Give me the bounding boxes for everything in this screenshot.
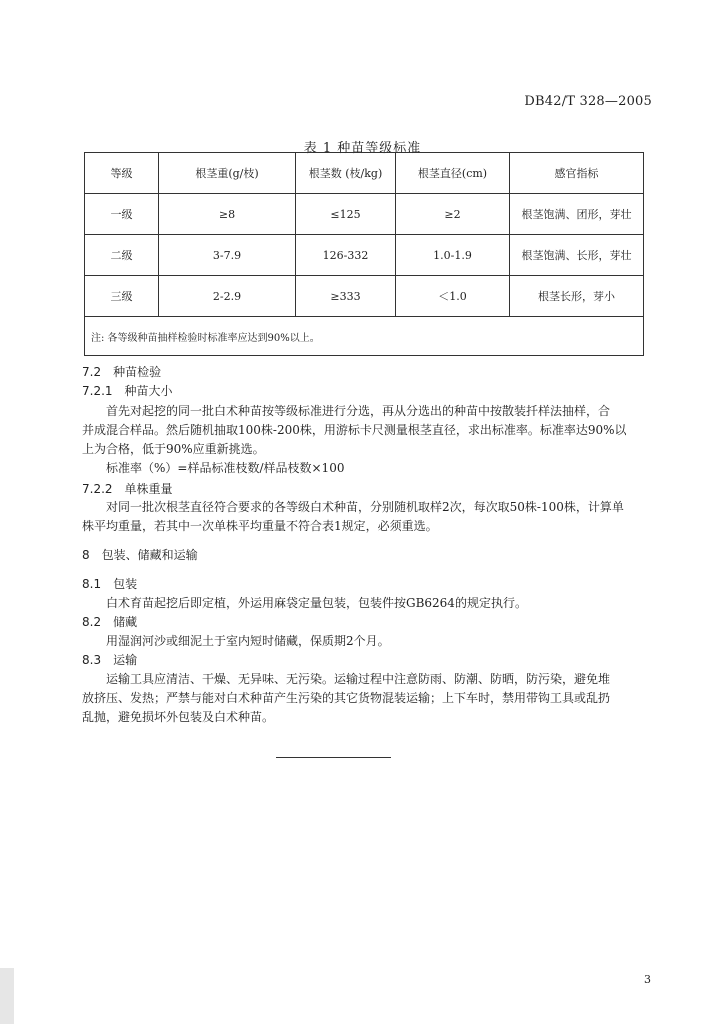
table-row — [85, 276, 644, 317]
section-heading-7-2-2: 7.2.2 单株重量 — [82, 482, 173, 496]
section-heading-8-2: 8.2 储藏 — [82, 615, 138, 629]
section-body-8-2: 用湿润河沙或细泥土于室内短时储藏，保质期2个月。 — [106, 634, 390, 648]
paragraph-line: 上为合格，低于90%应重新挑选。 — [82, 442, 265, 456]
table-row — [85, 194, 644, 235]
table-cell: 126-332 — [296, 235, 396, 276]
table-cell: 根茎长形，芽小 — [510, 276, 644, 317]
table-cell: ≥2 — [396, 194, 510, 235]
table-cell: ≥333 — [296, 276, 396, 317]
table-row — [85, 235, 644, 276]
column-header: 根茎数 (枝/kg) — [296, 153, 396, 194]
section-heading-8-1: 8.1 包装 — [82, 577, 138, 591]
table-cell: ＜1.0 — [396, 276, 510, 317]
scan-margin-strip — [0, 968, 14, 1024]
table-cell: ≤125 — [296, 194, 396, 235]
paragraph-line: 对同一批次根茎直径符合要求的各等级白术种苗，分别随机取样2次，每次取50株-100株，计算单 — [106, 500, 624, 514]
table-cell: 3-7.9 — [159, 235, 296, 276]
paragraph-line: 放挤压、发热；严禁与能对白术种苗产生污染的其它货物混装运输；上下车时，禁用带钩工具或乱扔 — [82, 691, 611, 705]
paragraph-line: 乱抛，避免损坏外包装及白术种苗。 — [82, 710, 275, 724]
formula-line: 标准率（%）=样品标准枝数/样品枝数×100 — [106, 461, 345, 475]
table-cell: 二级 — [85, 235, 159, 276]
table-cell: ≥8 — [159, 194, 296, 235]
section-body-7-2-2 — [82, 498, 642, 536]
table-note-row — [85, 317, 644, 356]
column-header: 根茎重(g/枝) — [159, 153, 296, 194]
table-cell: 1.0-1.9 — [396, 235, 510, 276]
paragraph-line: 并成混合样品。然后随机抽取100株-200株，用游标卡尺测量根茎直径，求出标准率。标准率达90%以 — [82, 423, 627, 437]
table-cell: 2-2.9 — [159, 276, 296, 317]
section-body-8-3 — [82, 670, 642, 727]
section-heading-7-2: 7.2 种苗检验 — [82, 365, 162, 379]
table-header-row — [85, 153, 644, 194]
table-title: 表 1 种苗等级标准 — [303, 141, 422, 156]
page-number: 3 — [644, 973, 651, 986]
table-cell: 根茎饱满、团形，芽壮 — [510, 194, 644, 235]
table-cell: 三级 — [85, 276, 159, 317]
document-code: DB42/T 328—2005 — [524, 94, 652, 109]
grade-standard-table — [84, 152, 643, 356]
section-heading-8-3: 8.3 运输 — [82, 653, 138, 667]
column-header: 感官指标 — [510, 153, 644, 194]
paragraph-line: 首先对起挖的同一批白术种苗按等级标准进行分选，再从分选出的种苗中按散装扦样法抽样，合 — [106, 404, 611, 418]
column-header: 等级 — [85, 153, 159, 194]
paragraph-line: 株平均重量，若其中一次单株平均重量不符合表1规定，必须重选。 — [82, 519, 438, 533]
table-cell: 根茎饱满、长形，芽壮 — [510, 235, 644, 276]
section-body-7-2-1 — [82, 402, 642, 478]
section-body-8-1: 白术育苗起挖后即定植，外运用麻袋定量包装，包装件按GB6264的规定执行。 — [106, 596, 527, 610]
column-header: 根茎直径(cm) — [396, 153, 510, 194]
section-heading-7-2-1: 7.2.1 种苗大小 — [82, 384, 173, 398]
section-heading-8: 8 包装、储藏和运输 — [82, 548, 198, 562]
table-cell: 一级 — [85, 194, 159, 235]
paragraph-line: 运输工具应清洁、干燥、无异味、无污染。运输过程中注意防雨、防潮、防晒，防污染，避免堆 — [106, 672, 611, 686]
table-note: 注: 各等级种苗抽样检验时标准率应达到90%以上。 — [85, 317, 644, 356]
end-rule — [276, 757, 391, 758]
